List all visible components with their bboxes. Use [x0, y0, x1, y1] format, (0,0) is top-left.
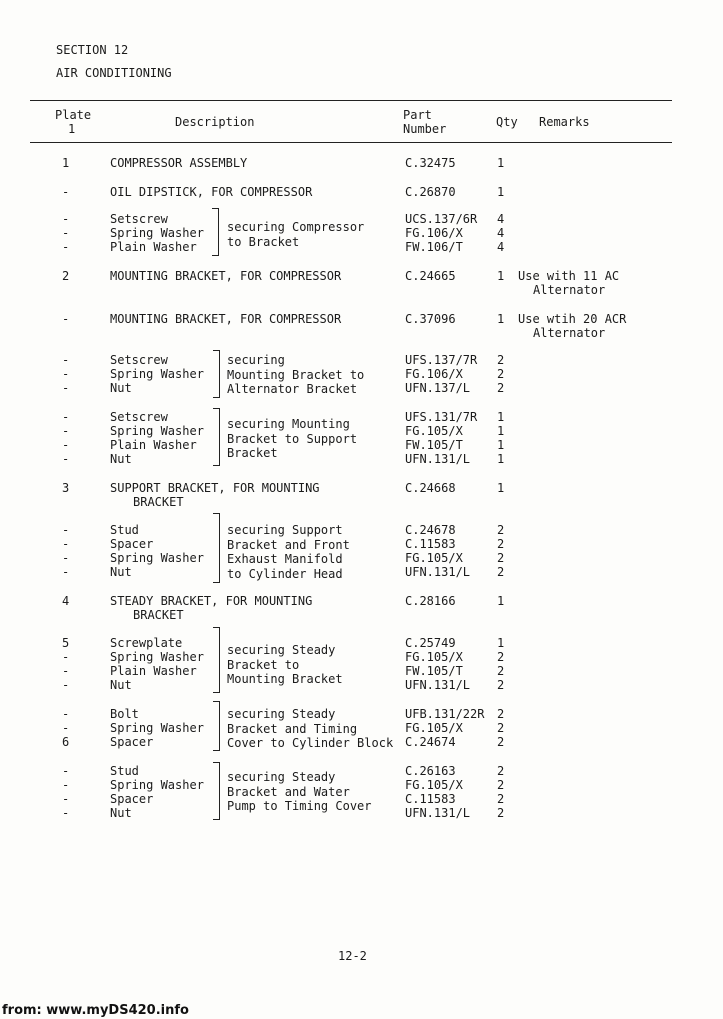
row-part-number: C.37096 [405, 312, 456, 326]
row-part-number: FW.105/T [405, 664, 463, 678]
row-description: Nut [110, 678, 132, 692]
row-qty: 2 [497, 721, 505, 735]
row-description: Plain Washer [110, 240, 197, 254]
row-description: Nut [110, 452, 132, 466]
row-qty: 1 [497, 269, 505, 283]
grouping-note: to Cylinder Head [227, 566, 343, 581]
row-plate: - [62, 537, 70, 551]
col-header-plate-no: 1 [68, 122, 76, 136]
row-part-number: UFN.131/L [405, 452, 471, 466]
row-qty: 2 [497, 650, 505, 664]
grouping-note: Pump to Timing Cover [227, 799, 372, 813]
col-header-remarks: Remarks [539, 115, 590, 129]
row-qty: 2 [497, 565, 505, 579]
grouping-note: securing Mounting [227, 417, 350, 431]
row-plate: - [62, 523, 70, 537]
row-plate: - [62, 721, 70, 735]
row-plate: - [62, 240, 70, 254]
row-description: MOUNTING BRACKET, FOR COMPRESSOR [110, 312, 342, 326]
row-plate: - [62, 678, 70, 692]
row-description-cont: BRACKET [133, 608, 184, 622]
grouping-bracket [213, 627, 220, 693]
row-description: STEADY BRACKET, FOR MOUNTING [110, 594, 313, 608]
grouping-note: Mounting Bracket [227, 672, 343, 686]
row-plate: - [62, 565, 70, 579]
row-qty: 1 [497, 424, 505, 438]
row-description: Spacer [110, 537, 154, 551]
row-qty: 1 [497, 156, 505, 170]
row-qty: 2 [497, 537, 505, 551]
grouping-bracket [213, 701, 220, 751]
grouping-note: Alternator Bracket [227, 382, 358, 396]
row-plate: - [62, 424, 70, 438]
row-qty: 2 [497, 792, 505, 806]
row-description: SUPPORT BRACKET, FOR MOUNTING [110, 481, 320, 495]
row-part-number: FG.105/X [405, 778, 463, 792]
row-qty: 1 [497, 312, 505, 326]
row-qty: 2 [497, 778, 505, 792]
row-qty: 1 [497, 452, 505, 466]
row-part-number: UCS.137/6R [405, 212, 478, 226]
row-part-number: UFS.137/7R [405, 353, 478, 367]
row-qty: 1 [497, 636, 505, 650]
row-description: Spring Washer [110, 778, 204, 792]
row-qty: 2 [497, 353, 505, 367]
grouping-note: Cover to Cylinder Block [227, 736, 394, 750]
row-plate: 2 [62, 269, 70, 283]
row-plate: - [62, 650, 70, 664]
row-plate: - [62, 353, 70, 367]
row-part-number: C.11583 [405, 537, 456, 551]
grouping-note: Exhaust Manifold [227, 552, 343, 566]
grouping-note: Bracket and Water [227, 784, 350, 799]
row-description: COMPRESSOR ASSEMBLY [110, 156, 248, 170]
row-part-number: UFN.131/L [405, 565, 471, 579]
row-description-cont: BRACKET [133, 495, 184, 509]
row-part-number: C.25749 [405, 636, 456, 650]
section-title: AIR CONDITIONING [56, 66, 172, 80]
row-plate: 1 [62, 156, 70, 170]
row-part-number: UFS.131/7R [405, 410, 478, 424]
row-qty: 4 [497, 212, 505, 226]
row-qty: 2 [497, 523, 505, 537]
row-part-number: C.24674 [405, 735, 456, 749]
row-description: Spring Washer [110, 721, 204, 735]
row-description: Setscrew [110, 353, 168, 367]
grouping-note: securing Support [227, 523, 343, 537]
row-plate: - [62, 226, 70, 240]
row-part-number: FG.105/X [405, 424, 463, 438]
section-number: SECTION 12 [56, 43, 129, 57]
row-plate: - [62, 410, 70, 424]
row-description: Spring Washer [110, 226, 204, 240]
grouping-bracket [213, 350, 220, 398]
row-plate: - [62, 806, 70, 820]
grouping-bracket [213, 513, 220, 583]
row-qty: 2 [497, 664, 505, 678]
row-part-number: FG.105/X [405, 650, 463, 664]
row-description: Stud [110, 764, 139, 778]
row-part-number: UFN.131/L [405, 678, 471, 692]
row-description: Spring Washer [110, 551, 204, 565]
row-part-number: C.24668 [405, 481, 456, 495]
row-part-number: UFN.131/L [405, 806, 471, 820]
row-qty: 1 [497, 594, 505, 608]
row-part-number: FG.106/X [405, 226, 463, 240]
col-header-plate: Plate [55, 108, 92, 122]
row-part-number: C.28166 [405, 594, 456, 608]
row-description: Spring Washer [110, 367, 204, 381]
grouping-note: Bracket and Front [227, 537, 350, 552]
row-qty: 2 [497, 764, 505, 778]
row-qty: 2 [497, 381, 505, 395]
grouping-note: securing Compressor [227, 220, 365, 234]
row-part-number: UFB.131/22R [405, 707, 485, 721]
row-qty: 4 [497, 226, 505, 240]
row-description: Nut [110, 381, 132, 395]
row-description: Nut [110, 565, 132, 579]
row-qty: 1 [497, 410, 505, 424]
row-part-number: FG.105/X [405, 721, 463, 735]
row-remark: Use with 11 AC [518, 269, 620, 283]
row-plate: - [62, 792, 70, 806]
row-plate: - [62, 551, 70, 565]
row-qty: 1 [497, 438, 505, 452]
row-plate: - [62, 381, 70, 395]
row-plate: - [62, 212, 70, 226]
row-description: Spring Washer [110, 424, 204, 438]
row-plate: - [62, 664, 70, 678]
row-part-number: FW.106/T [405, 240, 463, 254]
row-description: Spring Washer [110, 650, 204, 664]
header-rule-bottom [30, 142, 672, 143]
row-part-number: FW.105/T [405, 438, 463, 452]
row-remark-cont: Alternator [533, 283, 606, 297]
row-qty: 1 [497, 185, 505, 199]
row-description: Setscrew [110, 212, 168, 226]
row-part-number: FG.106/X [405, 367, 463, 381]
row-plate: - [62, 185, 70, 199]
grouping-note: Bracket and Timing [227, 721, 358, 736]
row-qty: 2 [497, 806, 505, 820]
col-header-part: Part [403, 108, 432, 122]
row-description: Stud [110, 523, 139, 537]
row-description: Setscrew [110, 410, 168, 424]
row-part-number: C.24678 [405, 523, 456, 537]
grouping-note: Bracket to Support [227, 431, 358, 446]
grouping-bracket [212, 208, 219, 256]
row-description: Bolt [110, 707, 139, 721]
row-description: Plain Washer [110, 438, 197, 452]
row-part-number: FG.105/X [405, 551, 463, 565]
row-plate: - [62, 367, 70, 381]
row-plate: - [62, 707, 70, 721]
grouping-note: securing [227, 353, 285, 367]
col-header-description: Description [175, 115, 255, 129]
grouping-note: Mounting Bracket to [227, 367, 365, 382]
row-plate: - [62, 452, 70, 466]
row-description: Spacer [110, 792, 154, 806]
row-description: Spacer [110, 735, 154, 749]
col-header-qty: Qty [496, 115, 518, 129]
col-header-number: Number [403, 122, 447, 136]
row-part-number: C.26870 [405, 185, 456, 199]
row-plate: - [62, 438, 70, 452]
header-rule [30, 100, 672, 101]
grouping-note: securing Steady [227, 643, 336, 657]
row-part-number: UFN.137/L [405, 381, 471, 395]
row-plate: - [62, 764, 70, 778]
row-remark: Use wtih 20 ACR [518, 312, 627, 326]
row-qty: 2 [497, 551, 505, 565]
row-part-number: C.11583 [405, 792, 456, 806]
row-qty: 2 [497, 678, 505, 692]
row-plate: 6 [62, 735, 70, 749]
row-plate: - [62, 778, 70, 792]
grouping-note: Bracket to [227, 657, 300, 672]
grouping-bracket [213, 408, 220, 466]
grouping-note: securing Steady [227, 770, 336, 784]
row-remark-cont: Alternator [533, 326, 606, 340]
row-qty: 2 [497, 707, 505, 721]
row-description: MOUNTING BRACKET, FOR COMPRESSOR [110, 269, 342, 283]
row-description: OIL DIPSTICK, FOR COMPRESSOR [110, 185, 313, 199]
row-part-number: C.24665 [405, 269, 456, 283]
row-plate: 3 [62, 481, 70, 495]
row-part-number: C.32475 [405, 156, 456, 170]
row-qty: 2 [497, 735, 505, 749]
row-description: Plain Washer [110, 664, 197, 678]
grouping-note: to Bracket [227, 234, 300, 249]
row-plate: 5 [62, 636, 70, 650]
row-part-number: C.26163 [405, 764, 456, 778]
row-description: Screwplate [110, 636, 183, 650]
row-plate: - [62, 312, 70, 326]
page-number: 12-2 [338, 949, 367, 963]
row-plate: 4 [62, 594, 70, 608]
row-description: Nut [110, 806, 132, 820]
row-qty: 1 [497, 481, 505, 495]
grouping-note: Bracket [227, 446, 278, 460]
grouping-bracket [213, 762, 220, 820]
row-qty: 4 [497, 240, 505, 254]
footer-source: from: www.myDS420.info [2, 1003, 189, 1018]
row-qty: 2 [497, 367, 505, 381]
grouping-note: securing Steady [227, 707, 336, 721]
